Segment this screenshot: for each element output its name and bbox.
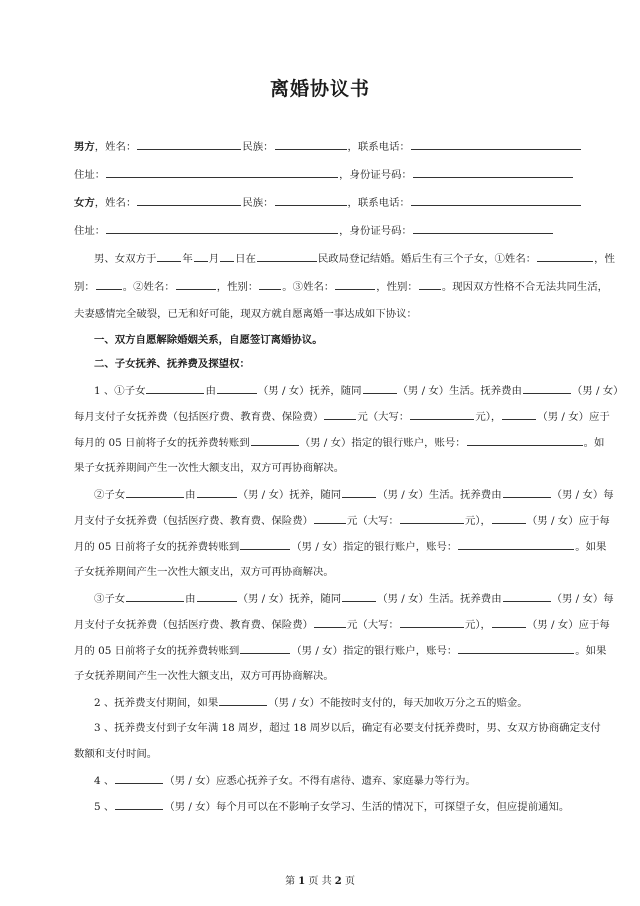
blank[interactable] (219, 695, 267, 706)
blank[interactable] (467, 435, 583, 446)
blank[interactable] (115, 773, 163, 784)
blank[interactable] (126, 591, 184, 602)
child1-line-2: 每月支付子女抚养费（包括医疗费、教育费、保险费） 元（大写： 元）， （男 / 女）应于 (74, 411, 610, 423)
blank[interactable] (458, 539, 574, 550)
intro-line-2: 别： 。②姓名： ，性别： 。③姓名： ，性别： 。现因双方性格不合无法共同生活， (74, 281, 609, 293)
clause-3-line-1: 3 、抚养费支付到子女年满 18 周岁，超过 18 周岁以后，确定有必要支付抚养费时，男、女双方协商确定支付 (94, 722, 601, 734)
child1-name-blank[interactable] (537, 251, 593, 262)
blank[interactable] (363, 383, 397, 394)
male-phone-blank[interactable] (411, 139, 581, 150)
male-label: 男方 (74, 141, 95, 153)
blank[interactable] (342, 591, 376, 602)
bureau-blank[interactable] (257, 251, 317, 262)
blank[interactable] (324, 409, 356, 420)
intro-line-1: 男、女双方于 年 月 日在 民政局登记结婚。婚后生有三个子女，①姓名： ，性 (94, 253, 615, 265)
blank[interactable] (410, 409, 474, 420)
blank[interactable] (492, 513, 526, 524)
blank[interactable] (314, 513, 346, 524)
blank[interactable] (240, 643, 290, 654)
child2-gender-blank[interactable] (259, 279, 281, 290)
blank[interactable] (115, 799, 163, 810)
month-blank[interactable] (194, 251, 208, 262)
section-1: 一、双方自愿解除婚姻关系，自愿签订离婚协议。 (94, 334, 323, 346)
blank[interactable] (523, 383, 571, 394)
male-name-blank[interactable] (137, 139, 241, 150)
child1-line-4: 果子女抚养期间产生一次性大额支出，双方可再协商解决。 (74, 462, 345, 474)
section-2: 二、子女抚养、抚养费及探望权： (94, 358, 250, 370)
child2-line-4: 子女抚养期间产生一次性大额支出，双方可再协商解决。 (74, 566, 334, 578)
child1-gender-blank[interactable] (96, 279, 122, 290)
female-ethnic-blank[interactable] (275, 195, 347, 206)
blank[interactable] (503, 591, 551, 602)
male-info-line: 男方，姓名： 民族： ，联系电话： (74, 139, 582, 154)
female-phone-blank[interactable] (411, 195, 581, 206)
clause-4: 4 、 （男 / 女）应悉心抚养子女。不得有虐待、遗弃、家庭暴力等行为。 (94, 775, 476, 787)
child2-name-blank[interactable] (176, 279, 216, 290)
blank[interactable] (251, 435, 299, 446)
child3-line-4: 子女抚养期间产生一次性大额支出，双方可再协商解决。 (74, 670, 334, 682)
clause-2: 2 、抚养费支付期间，如果 （男 / 女）不能按时支付的，每天加收万分之五的赔金。 (94, 697, 528, 709)
child2-line-2: 月支付子女抚养费（包括医疗费、教育费、保险费） 元（大写： 元）， （男 / 女）应于每 (74, 515, 610, 527)
year-blank[interactable] (157, 251, 181, 262)
child3-line-1: ③子女 由 （男 / 女）抚养，随同 （男 / 女）生活。抚养费由 （男 / 女）每 (94, 593, 614, 605)
blank[interactable] (458, 643, 574, 654)
blank[interactable] (314, 617, 346, 628)
child1-line-1: 1 、①子女 由 （男 / 女）抚养，随同 （男 / 女）生活。抚养费由 （男 / 女） (94, 385, 624, 397)
blank[interactable] (400, 513, 464, 524)
blank[interactable] (197, 487, 237, 498)
child1-line-3: 每月的 05 日前将子女的抚养费转账到 （男 / 女）指定的银行账户，账号： 。如 (74, 437, 605, 449)
male-address-blank[interactable] (106, 167, 338, 178)
female-address-blank[interactable] (106, 223, 338, 234)
male-id-blank[interactable] (413, 167, 573, 178)
blank[interactable] (217, 383, 257, 394)
child3-line-3: 月的 05 日前将子女的抚养费转账到 （男 / 女）指定的银行账户，账号： 。如果 (74, 645, 607, 657)
child3-line-2: 月支付子女抚养费（包括医疗费、教育费、保险费） 元（大写： 元）， （男 / 女）应于每 (74, 619, 610, 631)
page-footer: 第 1 页 共 2 页 (285, 876, 355, 887)
female-info-line: 女方，姓名： 民族： ，联系电话： (74, 195, 582, 210)
female-label: 女方 (74, 197, 95, 209)
child3-name-blank[interactable] (335, 279, 375, 290)
clause-3-line-2: 数额和支付时间。 (74, 748, 158, 760)
child2-line-1: ②子女 由 （男 / 女）抚养，随同 （男 / 女）生活。抚养费由 （男 / 女）每 (94, 489, 614, 501)
document-title: 离婚协议书 (269, 78, 370, 100)
female-id-blank[interactable] (413, 223, 553, 234)
blank[interactable] (502, 409, 536, 420)
female-name-blank[interactable] (137, 195, 241, 206)
blank[interactable] (240, 539, 290, 550)
blank[interactable] (146, 383, 204, 394)
blank[interactable] (503, 487, 551, 498)
intro-line-3: 夫妻感情完全破裂，已无和好可能，现双方就自愿离婚一事达成如下协议： (74, 308, 417, 320)
blank[interactable] (197, 591, 237, 602)
female-address-line: 住址： ，身份证号码： (74, 223, 554, 238)
male-ethnic-blank[interactable] (275, 139, 347, 150)
child2-line-3: 月的 05 日前将子女的抚养费转账到 （男 / 女）指定的银行账户，账号： 。如果 (74, 541, 607, 553)
child3-gender-blank[interactable] (419, 279, 441, 290)
male-address-line: 住址： ，身份证号码： (74, 167, 574, 182)
day-blank[interactable] (220, 251, 234, 262)
blank[interactable] (342, 487, 376, 498)
clause-5: 5 、 （男 / 女）每个月可以在不影响子女学习、生活的情况下，可探望子女，但应提前通知。 (94, 801, 570, 813)
blank[interactable] (400, 617, 464, 628)
blank[interactable] (492, 617, 526, 628)
blank[interactable] (126, 487, 184, 498)
